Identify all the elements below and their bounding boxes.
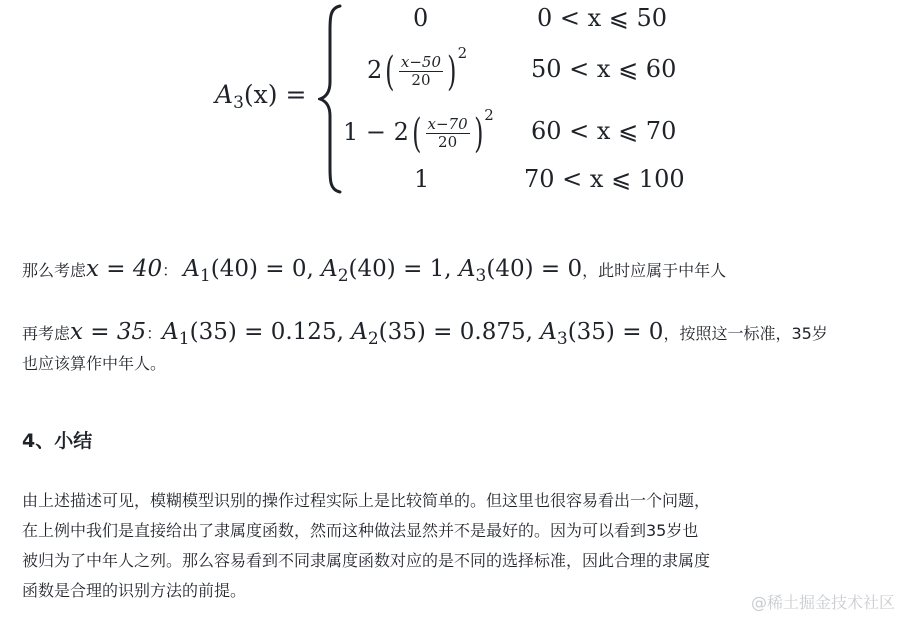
case-3-prefix: 1 − 2 [343,118,409,146]
func-a1: A [183,256,200,282]
fraction-denominator: 20 [438,133,458,151]
paragraph-x40 [22,254,726,286]
sub-2: 2 [367,329,379,349]
lhs-sub: 3 [233,93,244,113]
rest-1: (35) = 0.125, [189,319,352,345]
case-2-value [367,44,468,95]
left-paren: ( [412,110,422,157]
rest-2: (40) = 1, [348,256,459,282]
case-4-value: 1 [414,165,430,193]
exponent: 2 [484,106,494,124]
case-1-value: 0 [413,4,429,32]
lhs-arg: (x) [243,80,278,109]
right-paren: ) [447,48,457,95]
lhs-func: A [215,80,234,109]
fraction-numerator: x−70 [427,115,468,133]
watermark: @稀土掘金技术社区 [750,593,895,612]
formula-lhs [215,80,307,113]
func-a2: A [351,319,368,345]
para2-x-value: x = 35 [70,319,147,345]
para2-colon: ： [146,324,163,343]
sub-3: 3 [556,329,568,349]
sub-1: 1 [199,266,211,286]
func-a3: A [458,256,476,282]
sub-3: 3 [475,266,487,286]
right-paren: ) [473,110,484,157]
func-a3: A [540,319,557,345]
case-1-condition: 0 < x ⩽ 50 [537,4,668,32]
func-a1: A [162,319,179,345]
exponent: 2 [457,44,468,62]
para1-suffix: ，此时应属于中年人 [582,261,727,280]
paragraph-x35 [22,317,828,379]
func-a2: A [321,256,338,282]
lhs-equals: = [285,80,307,109]
rest-3: (40) = 0 [486,256,583,282]
summary-line: 被归为了中年人之列。那么容易看到不同隶属度函数对应的是不同的选择标准，因此合理的隶属度 [22,551,711,570]
para1-x-value: x = 40 [86,256,163,282]
para2-result [162,319,664,349]
summary-paragraph [22,486,892,606]
para1-result [183,256,583,286]
case-2-condition: 50 < x ⩽ 60 [531,55,677,83]
summary-line: 函数是合理的识别方法的前提。 [22,581,247,600]
para2-prefix: 再考虑 [22,324,71,343]
summary-line: 由上述描述可见，模糊模型识别的操作过程实际上是比较简单的。但这里也很容易看出一个问题， [22,491,711,510]
case-3-condition: 60 < x ⩽ 70 [531,117,677,145]
rest-2: (35) = 0.875, [378,319,541,345]
piecewise-formula [0,0,903,200]
left-brace-icon [318,4,344,194]
para1-prefix: 那么考虑 [22,261,87,280]
case-2-coeff: 2 [367,56,383,84]
para2-line2: 也应该算作中年人。 [22,354,167,373]
case-3-fraction [426,117,470,150]
fraction-denominator: 20 [411,71,431,89]
case-4-condition: 70 < x ⩽ 100 [524,165,685,193]
sub-2: 2 [337,266,349,286]
summary-line: 在上例中我们是直接给出了隶属度函数，然而这种做法显然并不是最好的。因为可以看到35岁也 [22,521,699,540]
rest-1: (40) = 0, [210,256,322,282]
para2-suffix: ，按照这一标准，35岁 [663,324,828,343]
para1-colon: ： [162,261,179,280]
case-2-fraction [399,55,443,88]
case-3-value [343,106,494,157]
fraction-numerator: x−50 [400,53,442,71]
section-heading: 4、小结 [22,430,93,452]
left-paren: ( [385,48,395,95]
sub-1: 1 [178,329,190,349]
rest-3: (35) = 0 [567,319,664,345]
